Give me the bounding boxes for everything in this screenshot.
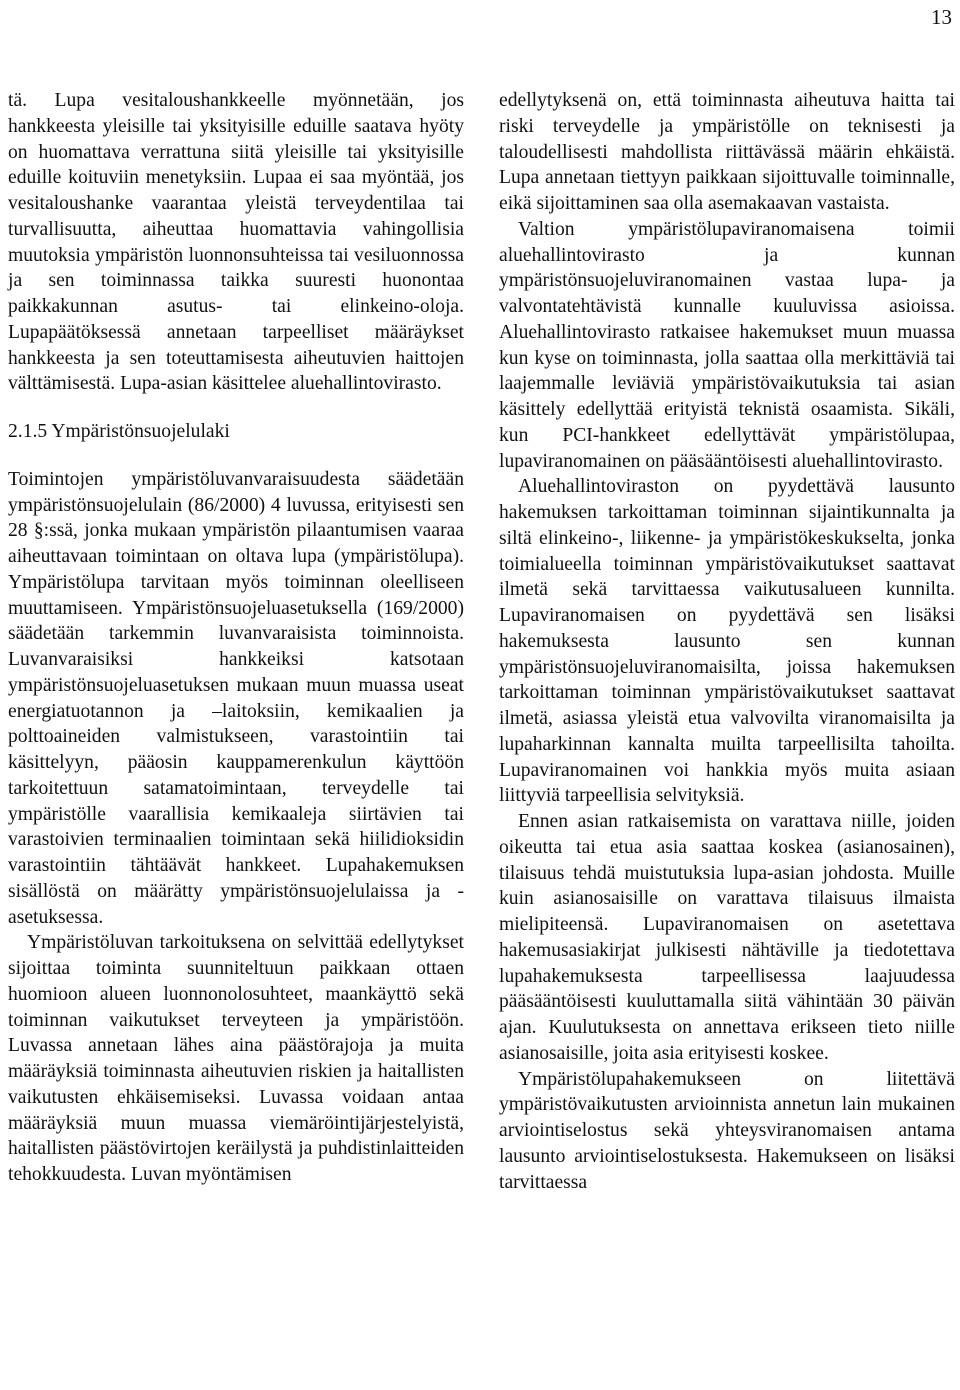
right-paragraph-1: edellytyksenä on, että toiminnasta aiheutuva haitta tai riski terveydelle ja ympäristölle on teknisesti ja taloudellisesti mahdollista riittävässä määrin ehkäistä. Lupa annetaan tiettyyn paikkaan sijoittuvalle toiminnalle, eikä sijoittaminen saa olla asemakaavan vastaista. [499, 90, 955, 214]
page-number: 13 [931, 5, 952, 29]
right-paragraph-3: Aluehallintoviraston on pyydettävä lausunto hakemuksen tarkoittaman toiminnan sijaintikunnalta ja siltä elinkeino-, liikenne- ja ympäristökeskukselta, jonka toimialueella toiminnan ympäristövaikutukset saattavat ilmetä sekä tarvittaessa vaikutusalueen kunnilta. Lupaviranomaisen on pyydettävä sen lisäksi hakemuksesta lausunto sen kunnan ympäristönsuojeluviranomaisilta, joissa hakemuksen tarkoittaman toiminnan ympäristövaikutukset saattavat ilmetä, asiassa yleistä etua valvovilta viranomaisilta ja lupaharkinnan kannalta muilta tarpeellisilta tahoilta. Lupaviranomainen voi hankkia myös muita asiaan liittyviä tarpeellisia selvityksiä. [499, 476, 955, 807]
left-paragraph-1: tä. Lupa vesitaloushankkeelle myönnetään, jos hankkeesta yleisille tai yksityisille eduille saatava hyöty on huomattava verrattuna siitä yleisille tai yksityisille eduille koituviin menetyksiin. Lupaa ei saa myöntää, jos vesitaloushanke vaarantaa yleistä terveydentilaa tai turvallisuutta, aiheuttaa huomattavia vahingollisia muutoksia ympäristön luonnonsuhteissa tai vesiluonnossa ja sen toiminnassa taikka suuresti huonontaa paikkakunnan asutus- tai elinkeino-oloja. Lupapäätöksessä annetaan tarpeelliset määräykset hankkeesta ja sen toteuttamisesta aiheutuvien haittojen välttämisestä. Lupa-asian käsittelee aluehallintovirasto. [8, 90, 464, 395]
section-heading: 2.1.5 Ympäristönsuojelulaki [8, 421, 230, 442]
left-paragraph-3: Ympäristöluvan tarkoituksena on selvittää edellytykset sijoittaa toiminta suunniteltuun paikkaan ottaen huomioon alueen luonnonolosuhteet, maankäyttö sekä toiminnan vaikutukset terveyteen ja ympäristöön. Luvassa annetaan lähes aina päästörajoja ja muita määräyksiä toiminnasta aiheutuvien riskien ja haitallisten vaikutusten ehkäisemiseksi. Luvassa voidaan antaa määräyksiä muun muassa viemäröintijärjestelyistä, haitallisten päästövirtojen keräilystä ja puhdistinlaitteiden tehokkuudesta. Luvan myöntämisen [8, 932, 464, 1185]
right-paragraph-2: Valtion ympäristölupaviranomaisena toimii aluehallintovirasto ja kunnan ympäristönsuojeluviranomainen vastaa lupa- ja valvontatehtävistä kunnalle kuuluvissa asioissa. Aluehallintovirasto ratkaisee hakemukset muun muassa kun kyse on toiminnasta, jolla saattaa olla merkittäviä tai laajemmalle leviäviä ympäristövaikutuksia tai asian käsittely edellyttää erityistä teknistä osaamista. Sikäli, kun PCI-hankkeet edellyttävät ympäristölupaa, lupaviranomainen on pääsääntöisesti aluehallintovirasto. [499, 218, 955, 472]
left-paragraph-2: Toimintojen ympäristöluvanvaraisuudesta säädetään ympäristönsuojelulain (86/2000) 4 luvussa, erityisesti sen 28 §:ssä, jonka mukaan ympäristön pilaantumisen vaaraa aiheuttavaan toimintaan on oltava lupa (ympäristölupa). Ympäristölupa tarvitaan myös toiminnan oleelliseen muuttamiseen. Ympäristönsuojeluasetuksella (169/2000) säädetään tarkemmin luvanvaraisista toiminnoista. Luvanvaraisiksi hankkeiksi katsotaan ympäristönsuojeluasetuksen mukaan muun muassa useat energiatuotannon ja –laitoksiin, kemikaalien ja polttoaineiden valmistukseen, varastointiin tai käsittelyyn, pääosin kauppamerenkulun käyttöön tarkoitettuun satamatoimintaan, terveydelle tai ympäristölle vaarallisia kemikaaleja siirtävien tai varastoivien terminaalien toimintaan sekä hiilidioksidin varastointiin tähtäävät hankkeet. Lupahakemuksen sisällöstä on määrätty ympäristönsuojelulaissa ja -asetuksessa. [8, 468, 464, 928]
right-column [499, 88, 955, 1195]
right-paragraph-5: Ympäristölupahakemukseen on liitettävä ympäristövaikutusten arvioinnista annetun lain mukainen arviointiselostus sekä yhteysviranomaisen antama lausunto arviointiselostuksesta. Hakemukseen on lisäksi tarvittaessa [499, 1068, 955, 1193]
right-paragraph-4: Ennen asian ratkaisemista on varattava niille, joiden oikeutta tai etua asia saattaa koskea (asianosainen), tilaisuus tehdä muistutuksia lupa-asian johdosta. Muille kuin asianosaisille on varattava tilaisuus ilmaista mielipiteensä. Lupaviranomaisen on asetettava hakemusasiakirjat julkisesti nähtäville ja tiedotettava lupahakemuksesta tarpeellisessa laajuudessa pääsääntöisesti kuuluttamalla siitä vähintään 30 päivän ajan. Kuulutuksesta on annettava erikseen tieto niille asianosaisille, joita asia erityisesti koskee. [499, 811, 955, 1064]
left-column [8, 88, 464, 1188]
